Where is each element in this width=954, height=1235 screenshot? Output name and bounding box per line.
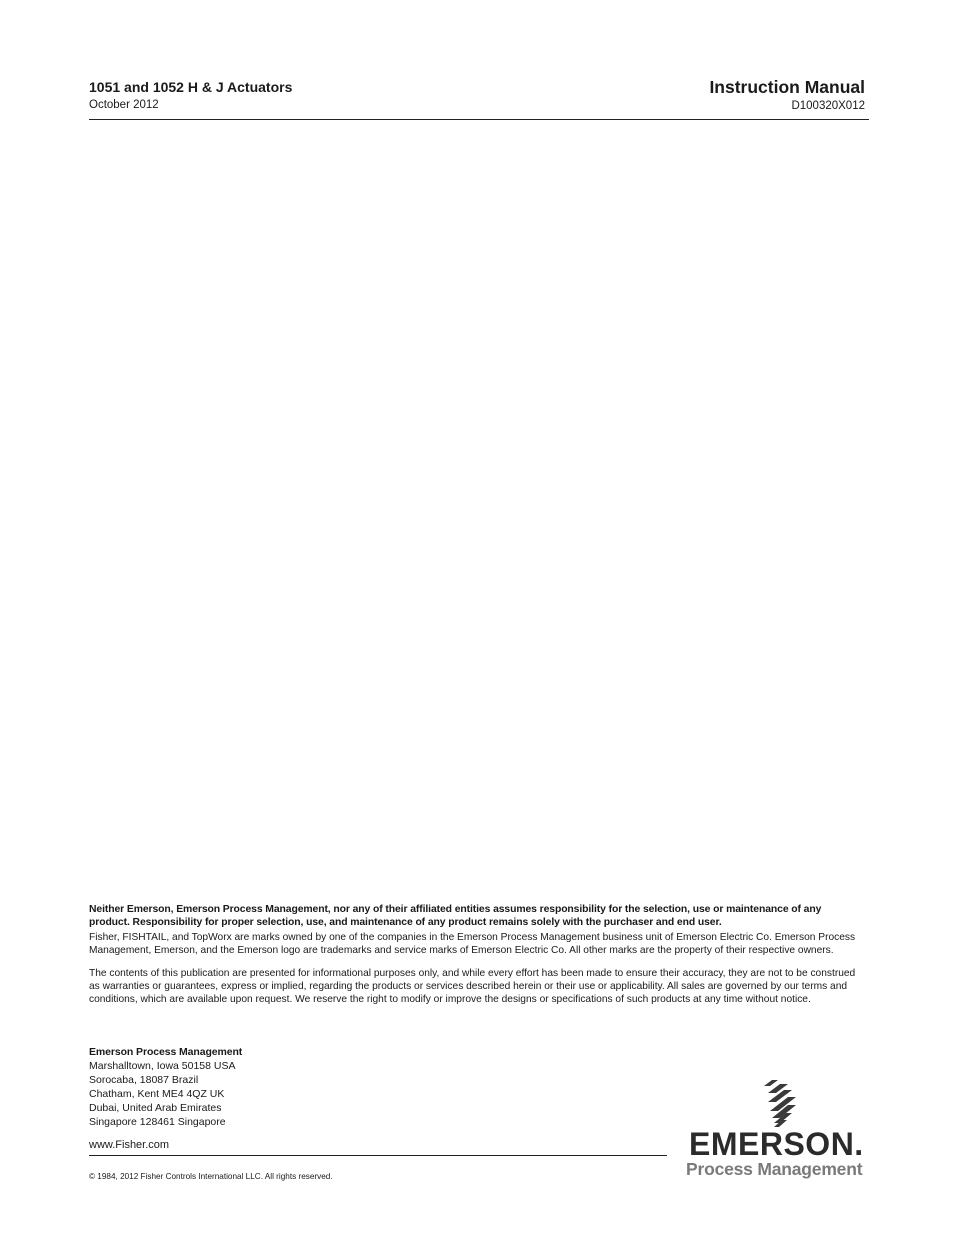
manual-type: Instruction Manual xyxy=(709,77,865,97)
header-left xyxy=(89,79,292,112)
footer-divider xyxy=(89,1155,667,1156)
header-divider xyxy=(89,119,869,120)
address-line: Chatham, Kent ME4 4QZ UK xyxy=(89,1088,225,1100)
disclaimer-text: Neither Emerson, Emerson Process Management, nor any of their affiliated entities assumes responsibility for the selection, use or maintenance of any product. Responsibility for proper selection, use, and maintenance of any product remains solely with the purchaser and end user. xyxy=(89,904,822,929)
logo-subtitle: Process Management xyxy=(686,1159,863,1179)
logo-wordmark: EMERSON. xyxy=(689,1126,864,1162)
contents-notice-text: The contents of this publication are presented for informational purposes only, and while every effort has been made to ensure their accuracy, they are not to be construed as warranties or guarantees, express or implied, regarding the products or services described herein or their use or applicability. All sales are governed by our terms and conditions, which are available upon request. We reserve the right to modify or improve the designs or specifications of such products at any time without notice. xyxy=(89,967,856,1006)
emerson-logo xyxy=(684,1080,874,1180)
copyright-text: © 1984, 2012 Fisher Controls International LLC. All rights reserved. xyxy=(89,1172,333,1181)
document-title: 1051 and 1052 H & J Actuators xyxy=(89,79,293,95)
legal-notice xyxy=(89,903,864,1007)
trademarks-text: Fisher, FISHTAIL, and TopWorx are marks owned by one of the companies in the Emerson Process Management business unit of Emerson Electric Co. Emerson Process Management, Emerson, and the Emerson logo are trademarks and service marks of Emerson Electric Co. All other marks are the property of their respective owners. xyxy=(89,931,856,957)
header-right xyxy=(709,77,865,113)
address-line: Marshalltown, Iowa 50158 USA xyxy=(89,1060,236,1072)
company-address xyxy=(89,1045,242,1129)
document-number: D100320X012 xyxy=(791,100,865,112)
address-line: Sorocaba, 18087 Brazil xyxy=(89,1074,199,1086)
emerson-logo-icon xyxy=(758,1080,798,1130)
document-date: October 2012 xyxy=(89,99,159,111)
website-link[interactable]: www.Fisher.com xyxy=(89,1139,170,1151)
address-line: Singapore 128461 Singapore xyxy=(89,1116,226,1128)
address-line: Dubai, United Arab Emirates xyxy=(89,1102,222,1114)
company-name: Emerson Process Management xyxy=(89,1046,243,1058)
